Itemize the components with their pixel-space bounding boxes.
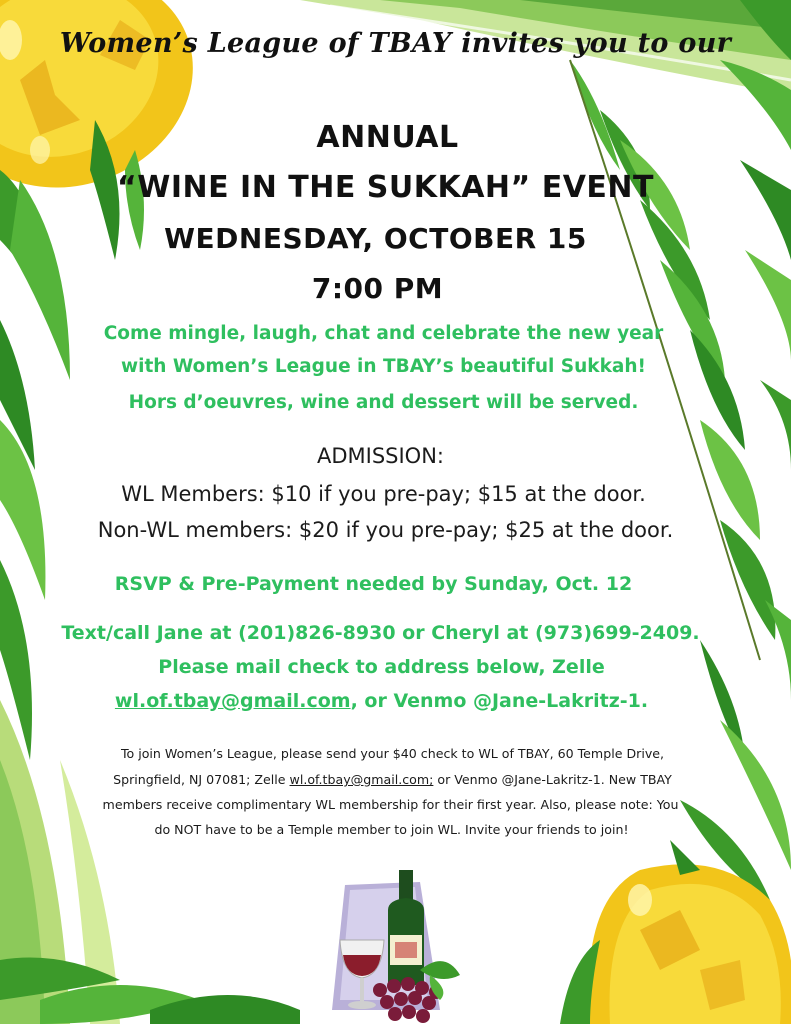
wine-clipart	[332, 870, 460, 1023]
email-link[interactable]: wl.of.tbay@gmail.com	[114, 690, 351, 712]
event-time: 7:00 PM	[311, 272, 444, 305]
intro-line-3: Hors d’oeuvres, wine and dessert will be served.	[128, 392, 639, 413]
admission-title: ADMISSION:	[316, 444, 444, 468]
footer-line-2-pre: Springfield, NJ 07081; Zelle	[113, 772, 290, 787]
admission-members: WL Members: $10 if you pre-pay; $15 at the door.	[121, 482, 646, 506]
rsvp-payment-line	[0, 690, 777, 712]
rsvp-mail: Please mail check to address below, Zelle	[158, 656, 605, 678]
rsvp-contact: Text/call Jane at (201)826-8930 or Cheryl at (973)699-2409.	[61, 622, 700, 644]
etrog-bottom-right	[560, 840, 791, 1024]
headline-annual: ANNUAL	[316, 120, 459, 155]
intro-line-2: with Women’s League in TBAY’s beautiful Sukkah!	[121, 356, 646, 377]
footer-line-2	[0, 772, 788, 787]
intro-line-1: Come mingle, laugh, chat and celebrate the new year	[103, 323, 664, 344]
footer-line-2-post: or Venmo @Jane-Lakritz-1. New TBAY	[433, 772, 672, 787]
footer-email-link[interactable]: wl.of.tbay@gmail.com;	[289, 772, 434, 787]
invite-line: Women’s League of TBAY invites you to our	[59, 28, 732, 59]
venmo-text: , or Venmo @Jane-Lakritz-1.	[350, 690, 649, 712]
footer-line-1: To join Women’s League, please send your $40 check to WL of TBAY, 60 Temple Drive,	[120, 746, 665, 761]
headline-event: “WINE IN THE SUKKAH” EVENT	[117, 170, 654, 205]
event-date: WEDNESDAY, OCTOBER 15	[164, 222, 587, 255]
footer-line-4: do NOT have to be a Temple member to join WL. Invite your friends to join!	[154, 822, 629, 837]
footer-line-3: members receive complimentary WL membership for their first year. Also, please note: You	[102, 797, 679, 812]
rsvp-deadline: RSVP & Pre-Payment needed by Sunday, Oct. 12	[114, 573, 633, 595]
admission-non-members: Non-WL members: $20 if you pre-pay; $25 at the door.	[97, 518, 674, 542]
